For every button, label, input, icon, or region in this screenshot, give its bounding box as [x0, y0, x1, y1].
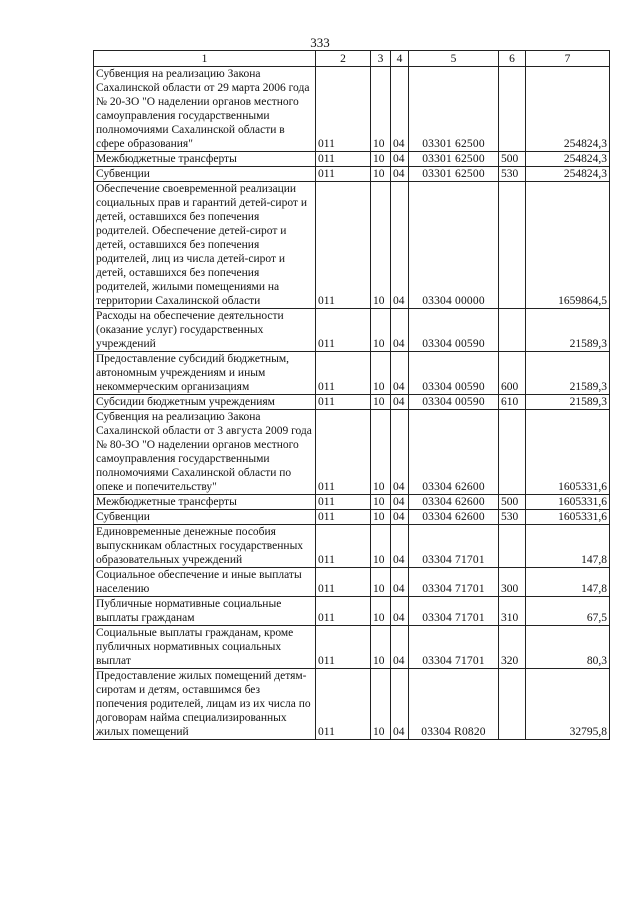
row-name-cell: Предоставление жилых помещений детям-сиротам и детям, оставшимся без попечения родителей, лицам из их числа по договорам найма специализированных жилых помещений [94, 669, 316, 740]
subsection-code-cell: 04 [391, 395, 409, 410]
section-code-cell: 011 [316, 352, 371, 395]
target-article-cell: 03304 00590 [409, 352, 499, 395]
expense-type-cell [499, 182, 526, 309]
amount-cell: 21589,3 [526, 352, 610, 395]
table-row [94, 152, 610, 167]
chapter-code-cell: 10 [371, 626, 391, 669]
section-code-cell: 011 [316, 67, 371, 152]
expense-type-cell: 530 [499, 510, 526, 525]
section-code-cell: 011 [316, 525, 371, 568]
table-row [94, 309, 610, 352]
subsection-code-cell: 04 [391, 309, 409, 352]
amount-cell: 80,3 [526, 626, 610, 669]
expense-type-cell: 600 [499, 352, 526, 395]
chapter-code-cell: 10 [371, 669, 391, 740]
row-name-cell: Единовременные денежные пособия выпускникам областных государственных образовательных учреждений [94, 525, 316, 568]
target-article-cell: 03301 62500 [409, 167, 499, 182]
column-header: 4 [391, 51, 409, 67]
expense-type-cell [499, 410, 526, 495]
table-row [94, 182, 610, 309]
column-header: 1 [94, 51, 316, 67]
amount-cell: 21589,3 [526, 309, 610, 352]
subsection-code-cell: 04 [391, 67, 409, 152]
row-name-cell: Предоставление субсидий бюджетным, автономным учреждениям и иным некоммерческим организациям [94, 352, 316, 395]
chapter-code-cell: 10 [371, 67, 391, 152]
subsection-code-cell: 04 [391, 167, 409, 182]
table-row [94, 352, 610, 395]
target-article-cell: 03304 71701 [409, 597, 499, 626]
subsection-code-cell: 04 [391, 495, 409, 510]
table-row [94, 669, 610, 740]
expense-type-cell: 300 [499, 568, 526, 597]
table-row [94, 597, 610, 626]
chapter-code-cell: 10 [371, 395, 391, 410]
budget-table [93, 50, 610, 740]
subsection-code-cell: 04 [391, 669, 409, 740]
amount-cell: 147,8 [526, 568, 610, 597]
section-code-cell: 011 [316, 395, 371, 410]
chapter-code-cell: 10 [371, 410, 391, 495]
row-name-cell: Обеспечение своевременной реализации социальных прав и гарантий детей-сирот и детей, оставшихся без попечения родителей. Обеспечение детей-сирот и детей, оставшихся без попечения родителей, лиц из числа детей-сирот и детей, оставшихся без попечения родителей, жилыми помещениями на территории Сахалинской области [94, 182, 316, 309]
chapter-code-cell: 10 [371, 182, 391, 309]
amount-cell: 1605331,6 [526, 495, 610, 510]
row-name-cell: Субсидии бюджетным учреждениям [94, 395, 316, 410]
amount-cell: 67,5 [526, 597, 610, 626]
amount-cell: 147,8 [526, 525, 610, 568]
row-name-cell: Субвенции [94, 167, 316, 182]
amount-cell: 254824,3 [526, 67, 610, 152]
row-name-cell: Субвенции [94, 510, 316, 525]
expense-type-cell: 610 [499, 395, 526, 410]
target-article-cell: 03304 62600 [409, 495, 499, 510]
table-row [94, 525, 610, 568]
amount-cell: 254824,3 [526, 152, 610, 167]
expense-type-cell [499, 309, 526, 352]
expense-type-cell [499, 67, 526, 152]
subsection-code-cell: 04 [391, 352, 409, 395]
section-code-cell: 011 [316, 626, 371, 669]
subsection-code-cell: 04 [391, 510, 409, 525]
amount-cell: 21589,3 [526, 395, 610, 410]
column-header: 5 [409, 51, 499, 67]
column-header: 6 [499, 51, 526, 67]
table-row [94, 626, 610, 669]
subsection-code-cell: 04 [391, 182, 409, 309]
table-row [94, 67, 610, 152]
amount-cell: 1659864,5 [526, 182, 610, 309]
section-code-cell: 011 [316, 510, 371, 525]
expense-type-cell: 310 [499, 597, 526, 626]
column-header: 3 [371, 51, 391, 67]
subsection-code-cell: 04 [391, 626, 409, 669]
chapter-code-cell: 10 [371, 510, 391, 525]
subsection-code-cell: 04 [391, 525, 409, 568]
row-name-cell: Межбюджетные трансферты [94, 152, 316, 167]
table-row [94, 510, 610, 525]
table-row [94, 395, 610, 410]
chapter-code-cell: 10 [371, 495, 391, 510]
row-name-cell: Субвенция на реализацию Закона Сахалинской области от 29 марта 2006 года № 20-ЗО "О наделении органов местного самоуправления государственными полномочиями Сахалинской области в сфере образования" [94, 67, 316, 152]
section-code-cell: 011 [316, 410, 371, 495]
subsection-code-cell: 04 [391, 410, 409, 495]
page-number: 333 [310, 35, 330, 50]
section-code-cell: 011 [316, 597, 371, 626]
subsection-code-cell: 04 [391, 568, 409, 597]
amount-cell: 254824,3 [526, 167, 610, 182]
expense-type-cell: 530 [499, 167, 526, 182]
target-article-cell: 03304 62600 [409, 510, 499, 525]
target-article-cell: 03304 71701 [409, 568, 499, 597]
table-row [94, 410, 610, 495]
section-code-cell: 011 [316, 568, 371, 597]
row-name-cell: Публичные нормативные социальные выплаты гражданам [94, 597, 316, 626]
amount-cell: 1605331,6 [526, 510, 610, 525]
target-article-cell: 03304 62600 [409, 410, 499, 495]
row-name-cell: Социальное обеспечение и иные выплаты населению [94, 568, 316, 597]
expense-type-cell: 500 [499, 152, 526, 167]
expense-type-cell [499, 525, 526, 568]
target-article-cell: 03304 71701 [409, 525, 499, 568]
column-header: 2 [316, 51, 371, 67]
amount-cell: 32795,8 [526, 669, 610, 740]
chapter-code-cell: 10 [371, 597, 391, 626]
subsection-code-cell: 04 [391, 597, 409, 626]
table-row [94, 167, 610, 182]
target-article-cell: 03304 71701 [409, 626, 499, 669]
section-code-cell: 011 [316, 309, 371, 352]
target-article-cell: 03304 00590 [409, 309, 499, 352]
expense-type-cell: 500 [499, 495, 526, 510]
target-article-cell: 03301 62500 [409, 152, 499, 167]
chapter-code-cell: 10 [371, 568, 391, 597]
chapter-code-cell: 10 [371, 152, 391, 167]
table-row [94, 568, 610, 597]
column-header: 7 [526, 51, 610, 67]
section-code-cell: 011 [316, 167, 371, 182]
target-article-cell: 03304 00590 [409, 395, 499, 410]
amount-cell: 1605331,6 [526, 410, 610, 495]
expense-type-cell [499, 669, 526, 740]
row-name-cell: Социальные выплаты гражданам, кроме публичных нормативных социальных выплат [94, 626, 316, 669]
section-code-cell: 011 [316, 152, 371, 167]
chapter-code-cell: 10 [371, 309, 391, 352]
section-code-cell: 011 [316, 182, 371, 309]
row-name-cell: Расходы на обеспечение деятельности (оказание услуг) государственных учреждений [94, 309, 316, 352]
section-code-cell: 011 [316, 495, 371, 510]
row-name-cell: Субвенция на реализацию Закона Сахалинской области от 3 августа 2009 года № 80-ЗО "О наделении органов местного самоуправления государственными полномочиями Сахалинской области по опеке и попечительству" [94, 410, 316, 495]
chapter-code-cell: 10 [371, 352, 391, 395]
subsection-code-cell: 04 [391, 152, 409, 167]
section-code-cell: 011 [316, 669, 371, 740]
table-header-row [94, 51, 610, 67]
target-article-cell: 03304 00000 [409, 182, 499, 309]
target-article-cell: 03301 62500 [409, 67, 499, 152]
target-article-cell: 03304 R0820 [409, 669, 499, 740]
table-row [94, 495, 610, 510]
chapter-code-cell: 10 [371, 167, 391, 182]
row-name-cell: Межбюджетные трансферты [94, 495, 316, 510]
chapter-code-cell: 10 [371, 525, 391, 568]
expense-type-cell: 320 [499, 626, 526, 669]
